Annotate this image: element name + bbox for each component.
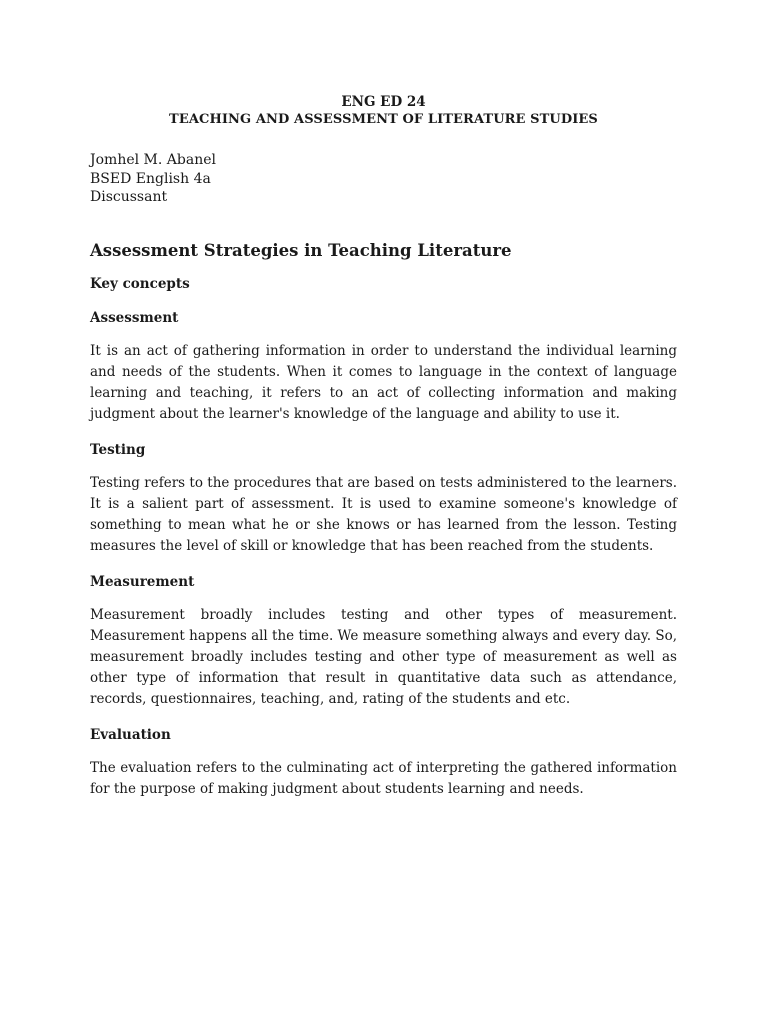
document-heading: Assessment Strategies in Teaching Literature (90, 240, 512, 260)
section-heading: Measurement (90, 573, 195, 590)
section-assessment (90, 309, 677, 425)
section-paragraph: Testing refers to the procedures that are based on tests administered to the learners. It is a salient part of assessment. It is used to examine someone's knowledge of something to mean what he or she knows or has learned from the lesson. Testing measures the level of skill or knowledge that has been reached from the students. (90, 474, 677, 554)
section-paragraph: Measurement broadly includes testing and other types of measurement. Measurement happens all the time. We measure something always and every day. So, measurement broadly includes testing and other type of measurement as well as other type of information that result in quantitative data such as attendance, records, questionnaires, teaching, and, rating of the students and etc. (90, 606, 677, 707)
section-evaluation (90, 726, 677, 800)
section-measurement (90, 573, 677, 710)
course-title: TEACHING AND ASSESSMENT OF LITERATURE STUDIES (169, 112, 598, 127)
author-role: Discussant (90, 189, 168, 205)
author-name: Jomhel M. Abanel (90, 152, 216, 168)
section-heading: Evaluation (90, 726, 171, 743)
section-paragraph: It is an act of gathering information in order to understand the individual learning and needs of the students. When it comes to language in the context of language learning and teaching, it refers to an act of collecting information and making judgment about the learner's knowledge of the language and ability to use it. (90, 342, 677, 422)
section-testing (90, 441, 677, 557)
author-block (90, 151, 677, 207)
author-program: BSED English 4a (90, 170, 211, 187)
section-heading: Testing (90, 441, 146, 458)
section-heading: Assessment (90, 309, 179, 326)
key-concepts-label: Key concepts (90, 275, 190, 292)
document-page (90, 93, 677, 800)
section-paragraph: The evaluation refers to the culminating act of interpreting the gathered information for the purpose of making judgment about students learning and needs. (90, 759, 677, 797)
course-code: ENG ED 24 (341, 94, 426, 110)
